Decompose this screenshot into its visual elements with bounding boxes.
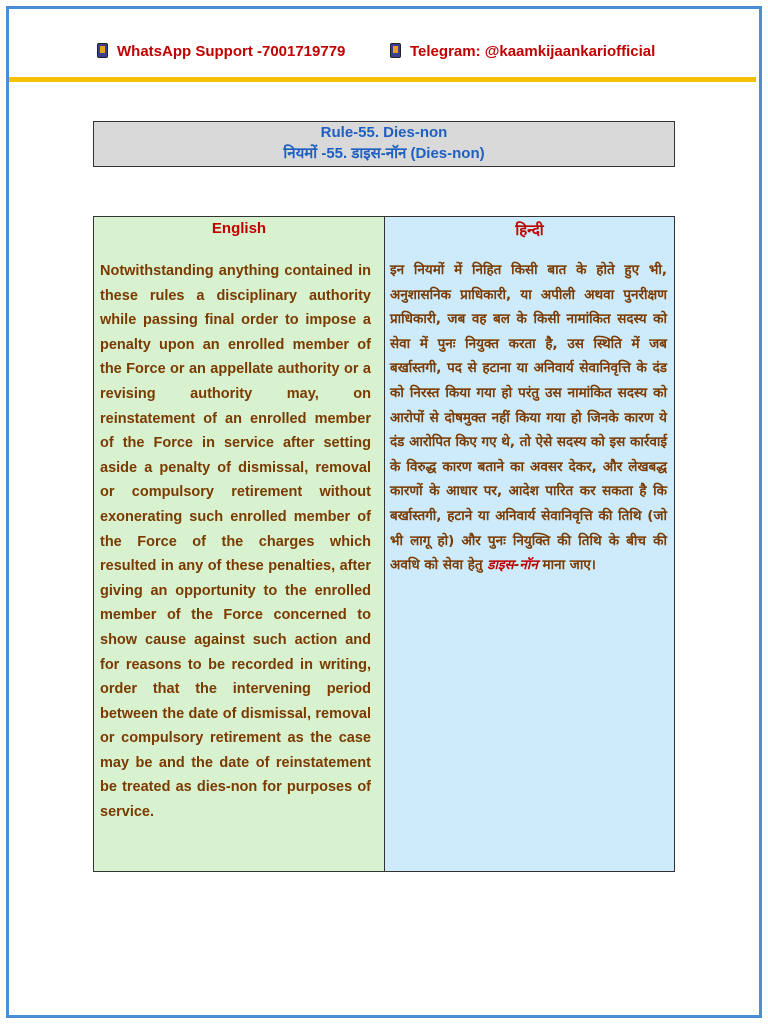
hindi-rule-text bbox=[390, 258, 667, 578]
header-divider bbox=[9, 77, 756, 82]
english-heading: English bbox=[211, 220, 267, 237]
hindi-heading: हिन्दी bbox=[515, 222, 544, 239]
header bbox=[9, 9, 756, 79]
rule-title-hindi: नियमों -55. डाइस-नॉन (Dies-non) bbox=[283, 145, 485, 162]
phone-icon bbox=[97, 43, 108, 58]
telegram-text: Telegram: @kaamkijaankariofficial bbox=[410, 43, 656, 60]
english-rule-text: Notwithstanding anything contained in these rules a disciplinary authority while passing final order to impose a penalty upon an enrolled member of the Force or an appellate authority or a revising authority may, on reinstatement of an enrolled member of the Force in service after setting aside a penalty of dismissal, removal or compulsory retirement without exonerating such enrolled member of the Force of the charges which resulted in any of these penalties, after giving an opportunity to the enrolled member of the Force concerned to show cause against such action and for reasons to be recorded in writing, order that the intervening period between the date of dismissal, removal or compulsory retirement as the case may be and the date of reinstatement be treated as dies-non for purposes of service. bbox=[100, 263, 371, 821]
whatsapp-text: WhatsApp Support -7001719779 bbox=[117, 43, 346, 60]
hindi-rule-tail: माना जाए। bbox=[537, 557, 596, 574]
rule-table bbox=[93, 216, 675, 872]
rule-title-box bbox=[93, 121, 675, 167]
whatsapp-support[interactable] bbox=[97, 43, 345, 60]
hindi-dies-non-term: डाइस-नॉन bbox=[487, 557, 538, 574]
english-column bbox=[94, 217, 385, 871]
hindi-rule-body: इन नियमों में निहित किसी बात के होते हुए भी, अनुशासनिक प्राधिकारी, या अपीली अथवा पुनरीक्षण प्राधिकारी, जब वह बल के किसी नामांकित सदस्य को सेवा में पुनः नियुक्त करता है, उस स्थिति में जब बर्खास्तगी, पद से हटाना या अनिवार्य सेवानिवृत्ति के दंड को निरस्त किया गया हो परंतु उस नामांकित सदस्य को आरोपों से दोषमुक्त नहीं किया गया हो जिनके कारण ये दंड आरोपित किए गए थे, तो ऐसे सदस्य को इस कार्रवाई के विरुद्ध कारण बताने का अवसर देकर, और लेखबद्ध कारणों के आधार पर, आदेश पारित कर सकता है कि बर्खास्तगी, हटाने या अनिवार्य सेवानिवृत्ति की तिथि (जो भी लागू हो) और पुनः नियुक्ति की तिथि के बीच की अवधि को सेवा हेतु bbox=[390, 262, 668, 574]
phone-icon bbox=[390, 43, 401, 58]
hindi-column bbox=[385, 217, 674, 871]
telegram-link[interactable] bbox=[390, 43, 655, 60]
rule-title-english: Rule-55. Dies-non bbox=[320, 124, 448, 141]
